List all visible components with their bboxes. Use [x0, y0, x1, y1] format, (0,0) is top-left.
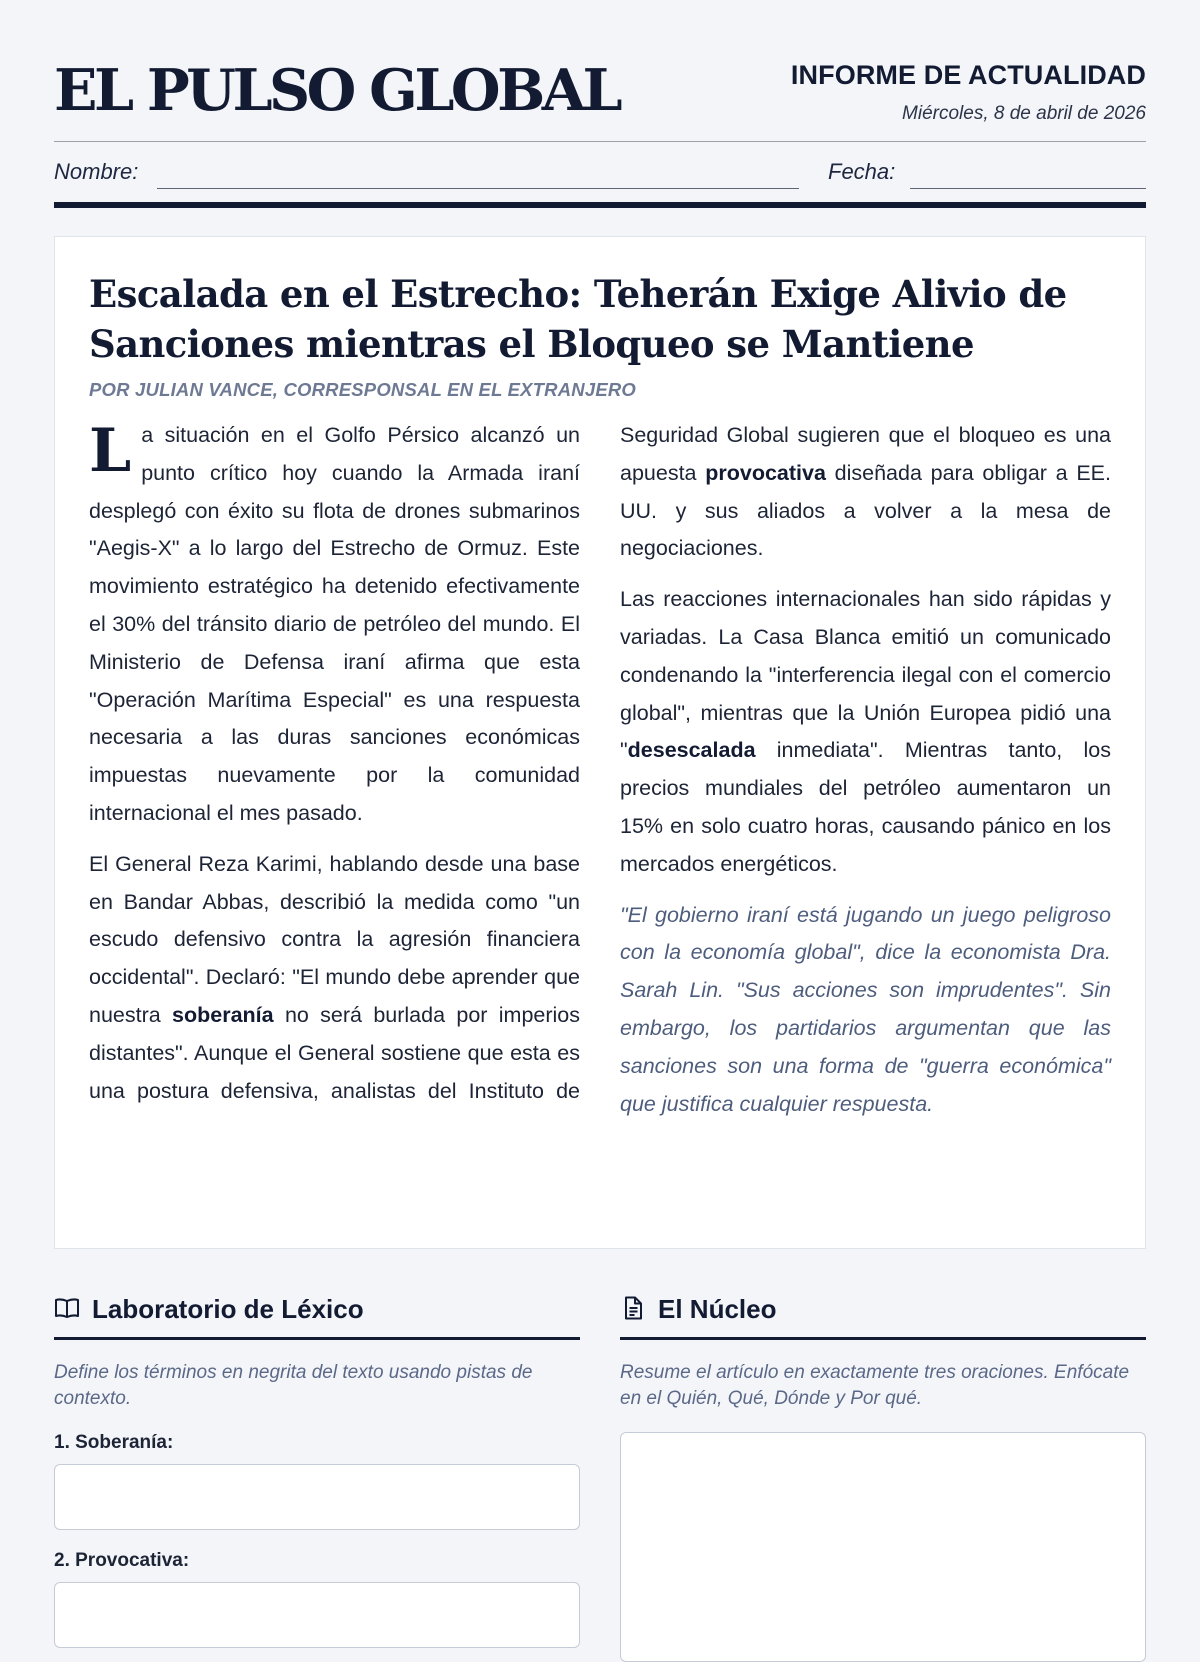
core-panel: [620, 1284, 1146, 1662]
paragraph-text: a situación en el Golfo Pérsico alcanzó un punto crítico hoy cuando la Armada iraní desplegó con éxito su flota de drones submarinos "Aegis-X" a lo largo del Estrecho de Ormuz. Este movimiento estratégico ha detenido efectivamente el 30% del tránsito diario de petróleo del mundo. El Ministerio de Defensa iraní afirma que esta "Operación Marítima Especial" es una respuesta necesaria a las duras sanciones económicas impuestas nuevamente por la comunidad internacional el mes pasado.: [89, 423, 580, 825]
article-body: [89, 417, 1111, 1123]
lexicon-panel: [54, 1284, 580, 1648]
core-title: El Núcleo: [658, 1294, 777, 1324]
document-icon: [620, 1295, 646, 1321]
name-field[interactable]: [157, 188, 799, 189]
article-paragraph: [620, 581, 1111, 883]
term-label-provocativa: 2. Provocativa:: [54, 1550, 190, 1571]
core-instructions: Resume el artículo en exactamente tres oraciones. Enfócate en el Quién, Qué, Dónde y Por qué.: [620, 1362, 1130, 1409]
lexicon-instructions: Define los términos en negrita del texto usando pistas de contexto.: [54, 1362, 533, 1409]
masthead: [54, 0, 1146, 142]
paragraph-text: inmediata". Mientras tanto, los precios mundiales del petróleo aumentaron un 15% en solo cuatro horas, causando pánico en los mercados energéticos.: [620, 738, 1111, 876]
brand-logo: EL PULSO GLOBAL: [54, 57, 620, 124]
lexicon-title: Laboratorio de Léxico: [92, 1294, 364, 1324]
article-card: [54, 236, 1146, 1249]
paragraph-text: El General Reza Karimi, hablando desde una base en Bandar Abbas, describió la medida como "un escudo defensivo contra la agresión financiera occidental". Declaró: "El mundo debe aprender que nuestra: [89, 851, 580, 1027]
student-meta-row: [54, 142, 1146, 208]
summary-input[interactable]: [620, 1432, 1146, 1662]
report-title: INFORME DE ACTUALIDAD: [790, 60, 1146, 90]
report-date: Miércoles, 8 de abril de 2026: [902, 103, 1146, 124]
paragraph-text: no será burlada por imperios distantes". Aunque el General sostiene que esta es una postura defensiva, analistas del Instituto de Seguridad Global sugieren que el bloqueo es una apuesta: [89, 423, 1111, 1103]
paragraph-text: diseñada para obligar a EE. UU. y sus aliados a volver a la mesa de negociaciones.: [620, 460, 1111, 561]
keyword-desescalada: desescalada: [627, 738, 756, 763]
date-field[interactable]: [910, 188, 1146, 189]
keyword-provocativa: provocativa: [705, 460, 826, 485]
article-byline: POR JULIAN VANCE, CORRESPONSAL EN EL EXTRANJERO: [89, 379, 637, 400]
open-book-icon: [54, 1295, 80, 1321]
paragraph-text: Las reacciones internacionales han sido rápidas y variadas. La Casa Blanca emitió un comunicado condenando la "interferencia ilegal con el comercio global", mientras que la Unión Europea pidió una ": [620, 587, 1111, 763]
definition-input-soberania[interactable]: [54, 1464, 580, 1530]
article-headline: Escalada en el Estrecho: Teherán Exige Alivio de Sanciones mientras el Bloqueo se Mantiene: [89, 272, 1067, 366]
date-label: Fecha:: [828, 159, 896, 184]
core-header: [620, 1284, 1146, 1340]
term-label-soberania: 1. Soberanía:: [54, 1432, 174, 1453]
article-paragraph: [89, 417, 580, 833]
name-label: Nombre:: [54, 159, 139, 184]
definition-input-provocativa[interactable]: [54, 1582, 580, 1648]
lexicon-header: [54, 1284, 580, 1340]
keyword-soberania: soberanía: [172, 1002, 274, 1027]
expert-quote: "El gobierno iraní está jugando un juego peligroso con la economía global", dice la economista Dra. Sarah Lin. "Sus acciones son imprudentes". Sin embargo, los partidarios argumentan que las sanciones son una forma de "guerra económica" que justifica cualquier respuesta.: [620, 902, 1111, 1116]
drop-cap: L: [89, 416, 132, 486]
